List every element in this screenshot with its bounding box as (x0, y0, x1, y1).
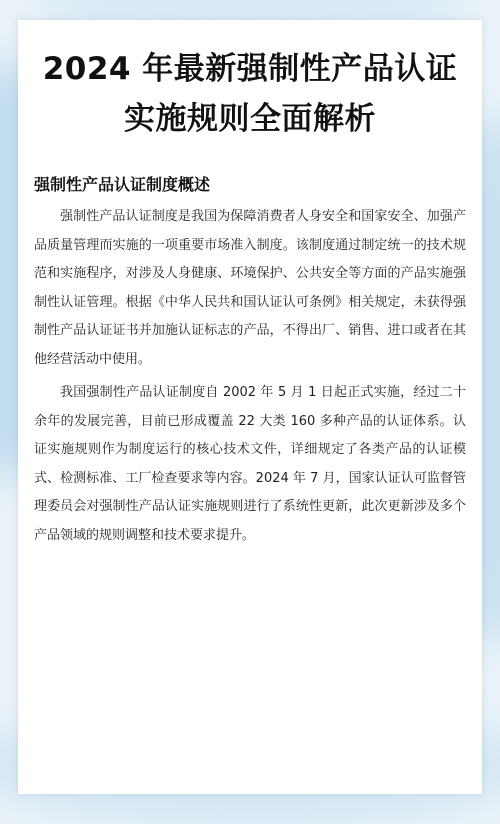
document-sheet (18, 20, 482, 794)
page-title: 2024 年最新强制性产品认证实施规则全面解析 (42, 51, 458, 137)
section-heading: 强制性产品认证制度概述 (34, 175, 211, 194)
paragraph: 我国强制性产品认证制度自 2002 年 5 月 1 日起正式实施，经过二十余年的发展完善，目前已形成覆盖 22 大类 160 多种产品的认证体系。认证实施规则作为制度运行的核心技术文件，详细规定了各类产品的认证模式、检测标准、工厂检查要求等内容。2024 年 7 月，国家认证认可监督管理委员会对强制性产品认证实施规则进行了系统性更新，此次更新涉及多个产品领域的规则调整和技术要求提升。 (34, 385, 466, 543)
paragraph: 强制性产品认证制度是我国为保障消费者人身安全和国家安全、加强产品质量管理而实施的一项重要市场准入制度。该制度通过制定统一的技术规范和实施程序，对涉及人身健康、环境保护、公共安全等方面的产品实施强制性认证管理。根据《中华人民共和国认证认可条例》相关规定，未获得强制性产品认证证书并加施认证标志的产品，不得出厂、销售、进口或者在其他经营活动中使用。 (34, 209, 466, 367)
